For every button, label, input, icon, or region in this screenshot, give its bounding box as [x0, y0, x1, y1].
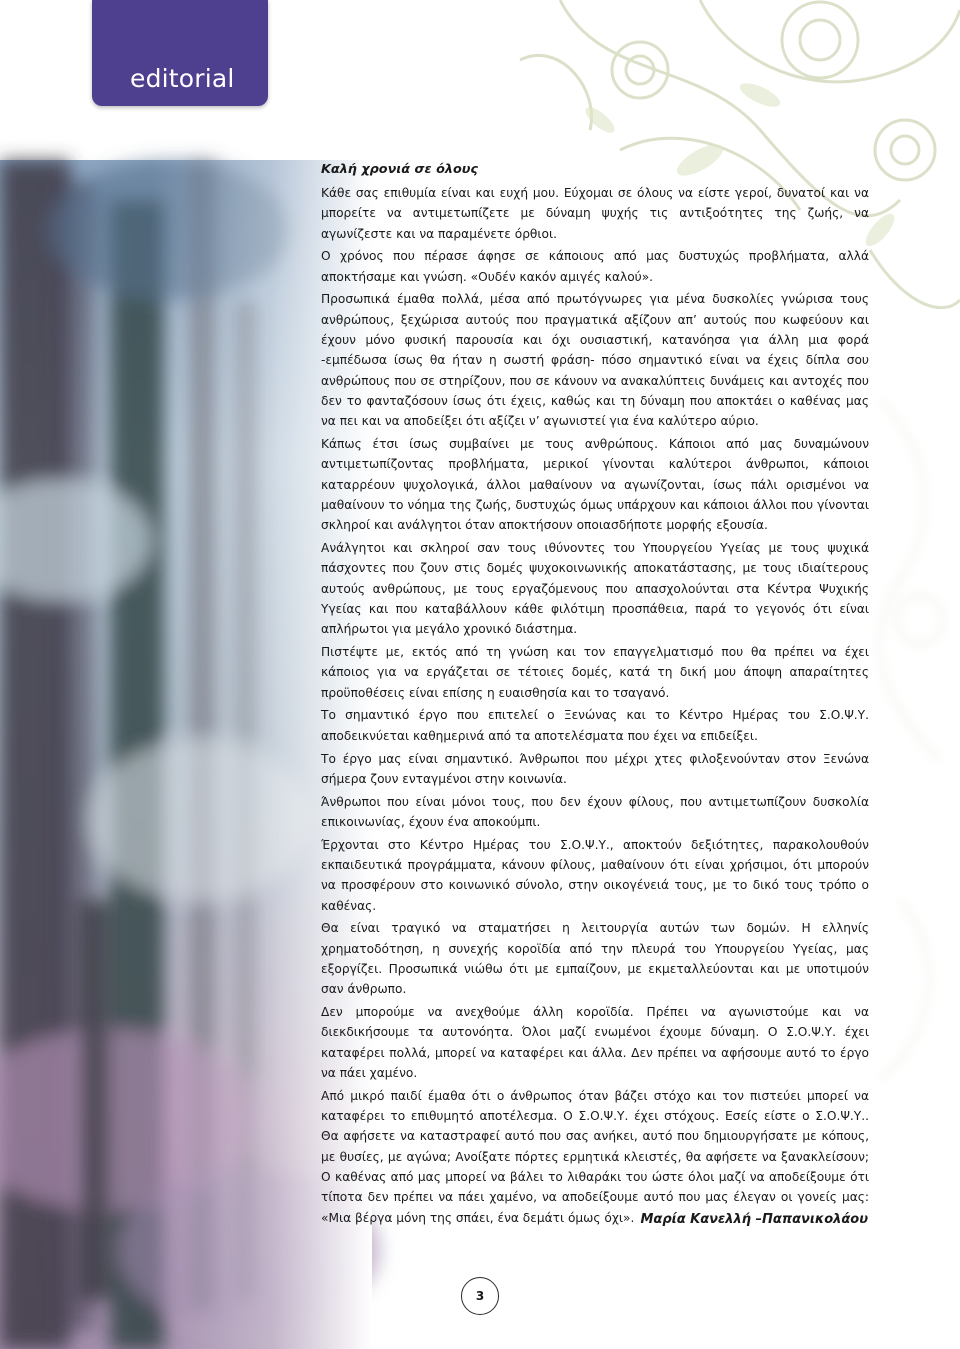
paragraph: Κάπως έτσι ίσως συμβαίνει με τους ανθρώπους. Κάποιοι από μας δυναμώνουν αντιμετωπίζοντας προβλήματα, μερικοί γίνονται καλύτεροι άνθρωποι, κάποιοι καταρρέουν ψυχολογικά, άλλοι μαθαίνουν να αγωνίζονται, ίσως πάλι ορισμένοι να μαθαίνουν το νόημα της ζωής, δυστυχώς όμως υπάρχουν και κάποιοι άλλοι που γίνονται σκληροί και ανάλγητοι όταν αποκτήσουν οποιασδήποτε μορφής εξουσία. — [321, 437, 869, 533]
paragraph: Δεν μπορούμε να ανεχθούμε άλλη κοροϊδία. Πρέπει να αγωνιστούμε και να διεκδικήσουμε τα αυτονόητα. Όλοι μαζί ενωμένοι έχουμε δύναμη. Ο Σ.Ο.Ψ.Υ. έχει καταφέρει πολλά, μπορεί να καταφέρει και άλλα. Δεν πρέπει να αφήσουμε αυτό το έργο να πάει χαμένο. — [321, 1005, 869, 1080]
section-tab — [92, 0, 268, 106]
paragraph: Άνθρωποι που είναι μόνοι τους, που δεν έχουν φίλους, που αντιμετωπίζουν δυσκολία επικοινωνίας, έχουν ένα αποκούμπι. — [321, 794, 869, 829]
swirl-ornament-lower — [879, 400, 944, 1080]
paragraph: Το έργο μας είναι σημαντικό. Άνθρωποι που μέχρι χτες φιλοξενούνταν στον Ξενώνα σήμερα ζουν ενταγμένοι στην κοινωνία. — [321, 751, 869, 786]
paragraph: Το σημαντικό έργο που επιτελεί ο Ξενώνας και το Κέντρο Ημέρας του Σ.Ο.Ψ.Υ. αποδεικνύεται καθημερινά από τα αποτελέσματα που έχει να επιδείξει. — [321, 708, 869, 743]
paragraph: Κάθε σας επιθυμία είναι και ευχή μου. Εύχομαι σε όλους να είστε γεροί, δυνατοί και να μπορείτε να αντιμετωπίζετε με δύναμη ψυχής τις αντιξοότητες της ζωής, να αγωνίζεστε και να παραμένετε όρθιοι. — [321, 186, 869, 241]
paragraph: Πιστέψτε με, εκτός από τη γνώση και τον επαγγελματισμό που θα πρέπει να έχει κάποιος για να εργάζεται σε τέτοιες δομές, κατά τη δική μου άποψη απαραίτητες προϋποθέσεις είναι επίσης η ευαισθησία και το τσαγανό. — [321, 645, 869, 700]
paragraph: Από μικρό παιδί έμαθα ότι ο άνθρωπος όταν βάζει στόχο και τον πιστεύει μπορεί να καταφέρει το επιθυμητό αποτέλεσμα. Ο Σ.Ο.Ψ.Υ. έχει στόχους. Εσείς είστε ο Σ.Ο.Ψ.Υ.. Θα αφήσετε να καταστραφεί αυτό που σας ανήκει, αυτό που δημιουργήσατε με κόπους, με θυσίες, με αγώνα; Ανοίξατε πόρτες ερμητικά κλειστές, θα αφήσετε να ξανακλείσουν; Ο καθένας από μας μπορεί να βάλει το λιθαράκι του ώστε όλοι μαζί να αποδείξουμε ότι τίποτα δεν πρέπει να πάει χαμένο, να αποδείξουμε αυτό που μας έλεγαν οι γονείς μας: «Μια βέργα μόνη της σπάει, ένα δεμάτι όμως όχι». — [321, 1088, 869, 1225]
paragraph: Ο χρόνος που πέρασε άφησε σε κάποιους από μας δυστυχώς προβλήματα, αλλά αποκτήσαμε και γνώση. «Ουδέν κακόν αμιγές καλού». — [321, 249, 869, 284]
article-body — [321, 160, 869, 1230]
paragraph: Θα είναι τραγικό να σταματήσει η λειτουργία αυτών των δομών. Η ελληνίς χρηματοδότηση, η συνεχής κοροϊδία από την πλευρά του Υπουργείου Υγείας, μας εξοργίζει. Προσωπικά νιώθω ότι με εμπαίζουν, με εκμεταλλεύονται και με υποτιμούν σαν άνθρωπο. — [321, 921, 869, 997]
paragraph: Ανάλγητοι και σκληροί σαν τους ιθύνοντες του Υπουργείου Υγείας με τους ψυχικά πάσχοντες που ζουν στις δομές ψυχοκοινωνικής αποκατάστασης, με τους ιδιαίτερους αυτούς ανθρώπους, με τους εργαζόμενους που απασχολούνται στα Κέντρα Ψυχικής Υγείας και που καταβάλλουν κάθε φιλότιμη προσπάθεια, παρά το γεγονός ότι είναι απλήρωτοι για μεγάλο χρονικό διάστημα. — [321, 541, 869, 637]
paragraph: Έρχονται στο Κέντρο Ημέρας του Σ.Ο.Ψ.Υ., αποκτούν δεξιότητες, παρακολουθούν εκπαιδευτικά προγράμματα, κάνουν φίλους, μαθαίνουν ότι είναι χρήσιμοι, ότι μπορούν να προσφέρουν στο κοινωνικό σύνολο, στην οικογένειά τους, με το δικό τους τρόπο ο καθένας. — [321, 837, 869, 913]
author-signature: Μαρία Κανελλή –Παπανικολάου — [640, 1212, 868, 1227]
article-title: Καλή χρονιά σε όλους — [321, 162, 478, 177]
page-number-text: 3 — [475, 1289, 485, 1303]
page-number — [461, 1277, 499, 1315]
section-label: editorial — [130, 64, 235, 93]
paragraph: Προσωπικά έμαθα πολλά, μέσα από πρωτόγνωρες για μένα δυσκολίες γνώρισα τους ανθρώπους, ξεχώρισα αυτούς που πραγματικά αξίζουν απ’ αυτούς που κωφεύουν και έχουν μόνο φυσική παρουσία και όχι ουσιαστική, κατανόησα για άλλη μια φορά -εμπέδωσα ίσως θα ήταν η σωστή φράση- πόσο σημαντικό είναι να έχεις δίπλα σου ανθρώπους που σε στηρίζουν, που σε κάνουν να ανακαλύπτεις δυνάμεις και αντοχές που δεν το φανταζόσουν ίσως ότι έχεις, καθώς και τη δύναμη που αποκτάει ο καθένας μας να πει και να αποδείξει ότι αξίζει ν’ αγωνιστεί για ένα καλύτερο αύριο. — [321, 292, 869, 429]
